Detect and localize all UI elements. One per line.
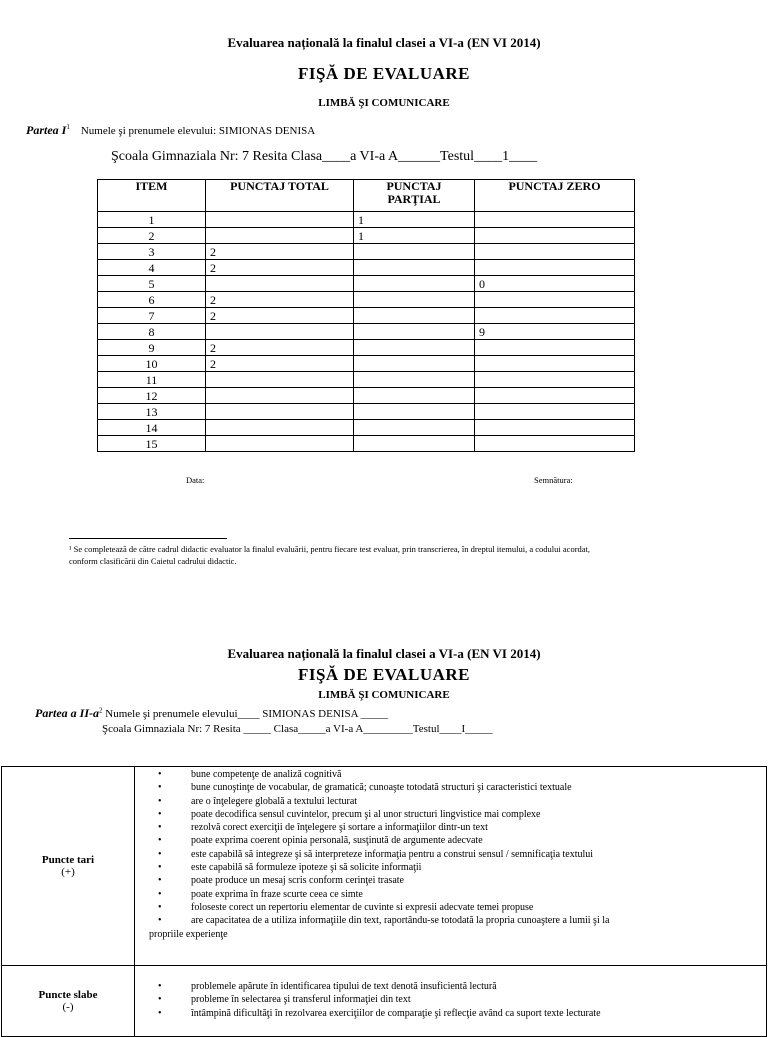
cell-zero: 9 [475,324,635,340]
strengths-label: Puncte tari [41,854,95,866]
strengths-list [135,767,766,944]
table-row [98,292,635,308]
cell-zero [475,292,635,308]
weaknesses-label: Puncte slabe [38,989,98,1001]
col-total-header: PUNCTAJ TOTAL [206,180,354,212]
page2-student-line: Numele şi prenumele elevului____ SIMIONAS DENISA _____ [102,708,389,720]
list-item-text: este capabilă să formuleze ipoteze şi să solicite informaţii [191,862,422,874]
cell-partial [354,388,475,404]
cell-item: 8 [98,324,206,340]
list-item-text: poate exprima în fraze scurte ceea ce simte [191,888,363,900]
list-item-text: este capabilă să integreze şi să interpreteze informaţia pentru a construi sensul / semnificaţia textului [191,848,594,860]
cell-item: 15 [98,436,206,452]
bullet-icon: • [158,901,162,913]
cell-total: 2 [206,260,354,276]
page1-student-line: Numele şi prenumele elevului: SIMIONAS DENISA [80,125,316,137]
page2-header: Evaluarea națională la finalul clasei a VI-a (EN VI 2014) [227,646,541,661]
cell-zero [475,228,635,244]
strengths-label-cell [2,767,135,966]
list-item-text: are capacitatea de a utiliza informaţiile din text, raportându-se totodată la propria cunoaştere a lumii şi la [191,915,610,927]
cell-zero [475,212,635,228]
table-row [98,436,635,452]
bullet-icon: • [158,835,162,847]
page2-title: FIŞĂ DE EVALUARE [297,665,471,684]
page2-part-sup: 2 [99,706,103,715]
footnote-divider [69,538,227,539]
list-item [149,874,762,887]
cell-total [206,228,354,244]
bullet-icon: • [158,848,162,860]
cell-zero: 0 [475,276,635,292]
table-row [98,308,635,324]
page1-title: FIŞĂ DE EVALUARE [297,64,471,83]
cell-item: 7 [98,308,206,324]
list-item-text: poate decodifica sensul cuvintelor, precum şi al unor structuri lingvistice mai complexe [191,808,541,820]
cell-zero [475,372,635,388]
list-item [149,795,762,808]
table-row [98,420,635,436]
footnote-line2: conform clasificării din Caietul cadrului didactic. [69,556,237,566]
list-item [149,993,762,1006]
list-item [149,848,762,861]
bullet-icon: • [158,808,162,820]
page1-part-line [26,123,315,138]
cell-zero [475,388,635,404]
cell-item: 14 [98,420,206,436]
cell-partial [354,308,475,324]
page1-school-line: Şcoala Gimnaziala Nr: 7 Resita Clasa____a VI-a A______Testul____1____ [111,149,538,164]
bullet-icon: • [158,1007,162,1019]
cell-partial [354,260,475,276]
cell-total: 2 [206,356,354,372]
list-item-text: foloseste corect un repertoriu elementar de cuvinte si expresii adecvate temei propuse [191,901,534,913]
page2-part-line [35,706,388,721]
list-item-text: rezolvă corect exerciţii de înţelegere şi sortare a informaţiilor dintr-un text [191,822,488,834]
list-item [149,781,762,794]
cell-total [206,420,354,436]
bullet-icon: • [158,981,162,992]
weaknesses-list-cell [135,966,767,1037]
signature-label: Semnătura: [534,475,573,485]
list-item-text: poate exprima coerent opinia personală, susţinută de argumente adecvate [191,835,483,847]
table-row [98,228,635,244]
cell-partial: 1 [354,212,475,228]
page2-subtitle: LIMBĂ ŞI COMUNICARE [318,689,450,701]
list-item [149,980,762,993]
list-item-text: întâmpină dificultăţi în rezolvarea exerciţiilor de comparaţie şi reflecţie având ca suport texte lecturate [191,1007,601,1019]
col-zero-header: PUNCTAJ ZERO [475,180,635,212]
cell-item: 11 [98,372,206,388]
list-item [149,808,762,821]
cell-total [206,404,354,420]
cell-item: 5 [98,276,206,292]
cell-zero [475,356,635,372]
list-item [149,888,762,901]
list-item [149,834,762,847]
cell-total [206,212,354,228]
bullet-icon: • [158,862,162,874]
cell-partial: 1 [354,228,475,244]
page1-part-label: Partea I [26,123,67,137]
cell-partial [354,372,475,388]
page2-part-label: Partea a II-a [35,706,99,720]
cell-total [206,372,354,388]
cell-zero [475,420,635,436]
cell-partial [354,324,475,340]
cell-partial [354,356,475,372]
strengths-sign: (+) [61,866,75,878]
date-label: Data: [186,475,205,485]
cell-zero [475,260,635,276]
cell-zero [475,404,635,420]
cell-partial [354,276,475,292]
list-item [149,901,762,914]
weaknesses-row [2,966,767,1037]
cell-partial [354,244,475,260]
page1-header: Evaluarea națională la finalul clasei a VI-a (EN VI 2014) [227,35,541,50]
table-row [98,356,635,372]
table-row [98,212,635,228]
list-item [149,861,762,874]
table-row [98,372,635,388]
cell-total: 2 [206,340,354,356]
bullet-icon: • [158,915,162,927]
cell-zero [475,340,635,356]
list-item [149,914,762,927]
list-item-continuation: propriile experienţe [149,928,228,940]
list-item-text: bune competenţe de analiză cognitivă [191,769,342,780]
cell-item: 1 [98,212,206,228]
list-item [149,1007,762,1020]
strengths-list-cell [135,767,767,966]
table-row [98,340,635,356]
list-item-text: bune cunoştinţe de vocabular, de gramatică; cunoaşte totodată structuri şi caracteristici textuale [191,782,572,794]
page2-school-line: Şcoala Gimnaziala Nr: 7 Resita _____ Clasa_____a VI-a A_________Testul____I_____ [102,723,493,735]
cell-partial [354,340,475,356]
cell-zero [475,244,635,260]
table-row [98,244,635,260]
cell-partial [354,420,475,436]
list-item-text: poate produce un mesaj scris conform cerinţei trasate [191,875,404,887]
list-item-text: problemele apărute în identificarea tipului de text denotă insuficientă lectură [191,981,497,992]
cell-partial [354,404,475,420]
cell-total [206,388,354,404]
cell-item: 13 [98,404,206,420]
list-item [149,768,762,781]
table-header-row [98,180,635,212]
cell-partial [354,292,475,308]
cell-partial [354,436,475,452]
weaknesses-label-cell [2,966,135,1037]
page1-part-sup: 1 [66,123,70,131]
bullet-icon: • [158,875,162,887]
cell-item: 4 [98,260,206,276]
strengths-row [2,767,767,966]
cell-item: 10 [98,356,206,372]
table-row [98,324,635,340]
footnote-line1: ¹ Se completează de către cadrul didactic evaluator la finalul evaluării, pentru fiecare test evaluat, prin transcrierea, în dreptul itemului, a codului acordat, [69,544,591,554]
items-score-table [97,179,635,452]
col-partial-header: PUNCTAJ PARŢIAL [354,180,475,212]
table-row [98,388,635,404]
cell-total: 2 [206,292,354,308]
cell-total: 2 [206,308,354,324]
cell-item: 12 [98,388,206,404]
bullet-icon: • [158,769,162,780]
cell-item: 2 [98,228,206,244]
list-item [149,821,762,834]
weaknesses-list [135,966,766,1023]
bullet-icon: • [158,795,162,807]
bullet-icon: • [158,782,162,794]
cell-total [206,324,354,340]
cell-item: 9 [98,340,206,356]
table-row [98,276,635,292]
cell-zero [475,308,635,324]
items-table-body [98,212,635,452]
list-item-text: are o înţelegere globală a textului lecturat [191,795,358,807]
list-item-text: probleme în selectarea şi transferul informaţiei din text [191,994,411,1006]
evaluation-table [1,766,767,1037]
footnote [69,543,709,567]
bullet-icon: • [158,888,162,900]
cell-zero [475,436,635,452]
table-row [98,260,635,276]
cell-item: 6 [98,292,206,308]
bullet-icon: • [158,994,162,1006]
cell-total [206,276,354,292]
cell-total [206,436,354,452]
col-item-header: ITEM [98,180,206,212]
bullet-icon: • [158,822,162,834]
table-row [98,404,635,420]
weaknesses-sign: (-) [62,1001,74,1013]
page1-subtitle: LIMBĂ ŞI COMUNICARE [318,97,450,109]
cell-item: 3 [98,244,206,260]
cell-total: 2 [206,244,354,260]
